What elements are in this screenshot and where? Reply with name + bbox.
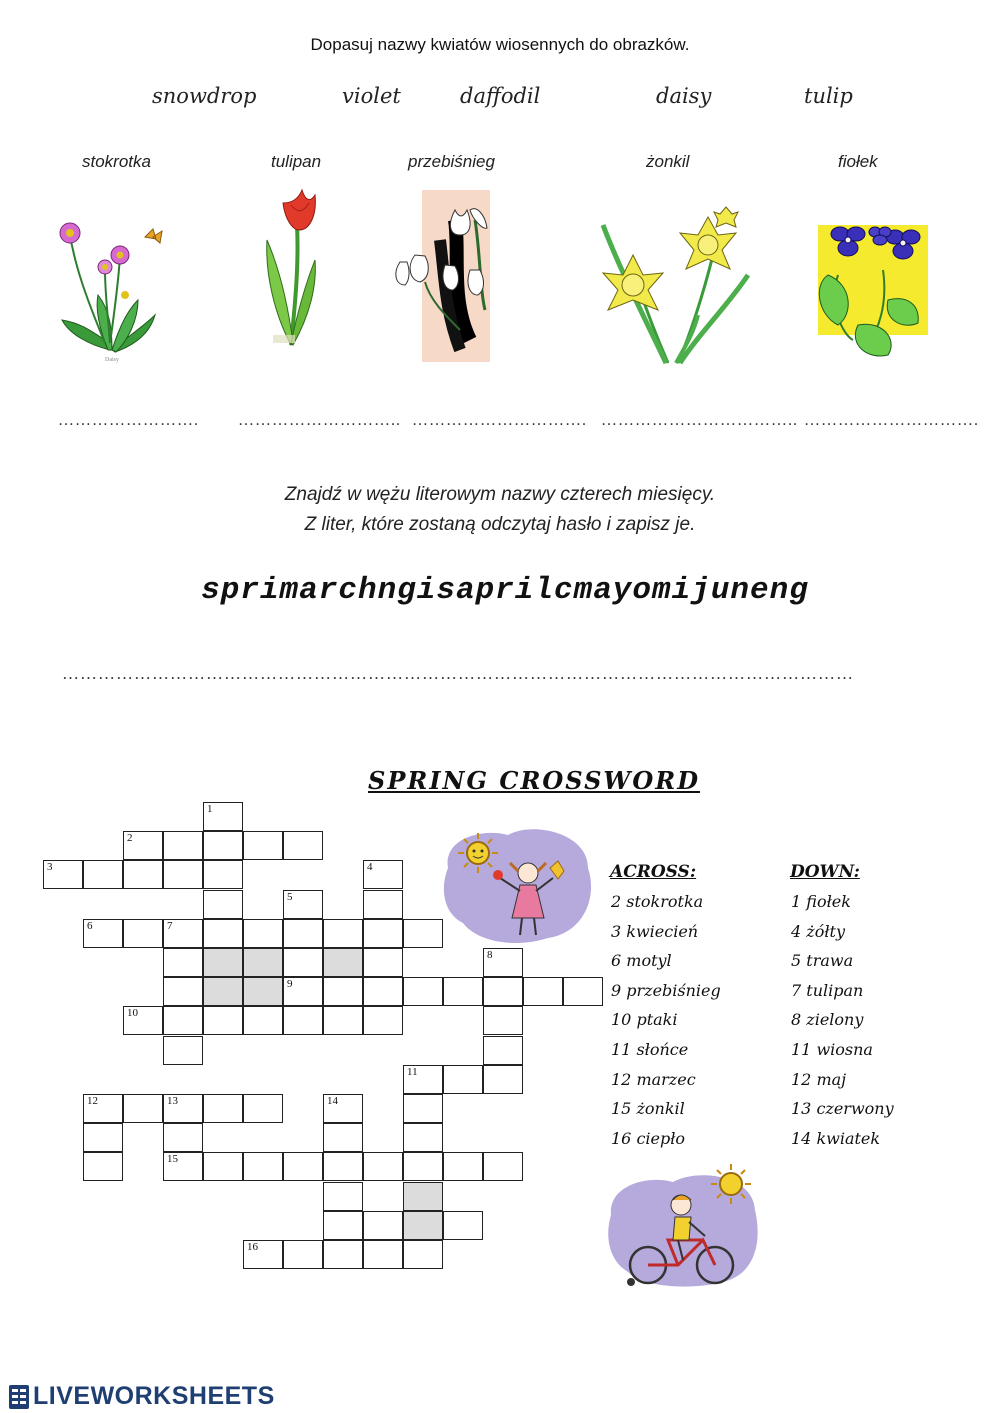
password-answer-line[interactable]: …………………………………………………………………………………………………………………… [62,664,854,683]
crossword-cell[interactable] [243,919,283,948]
crossword-cell[interactable] [563,977,603,1006]
crossword-cell[interactable] [323,919,363,948]
crossword-clue-number: 9 [287,978,293,991]
crossword-cell[interactable] [363,1152,403,1181]
crossword-cell[interactable] [83,1094,123,1123]
crossword-cell[interactable] [163,1123,203,1152]
crossword-clue-number: 14 [327,1095,338,1107]
tulip-illustration [255,185,345,355]
crossword-cell[interactable] [403,977,443,1006]
crossword-cell[interactable] [363,948,403,977]
footer-logo-text: LIVEWORKSHEETS [33,1382,275,1410]
crossword-cell[interactable] [483,1152,523,1181]
word-snowdrop: snowdrop [152,84,257,108]
crossword-cell[interactable] [403,1240,443,1269]
crossword-cell[interactable] [363,1006,403,1035]
crossword-cell[interactable] [203,1006,243,1035]
crossword-shaded-cell [403,1182,443,1211]
daffodil-illustration [598,205,758,365]
word-violet: violet [342,84,401,108]
label-fiolek: fiołek [838,152,878,171]
crossword-clue-number: 7 [167,919,173,932]
crossword-cell[interactable] [163,831,203,860]
crossword-cell[interactable] [243,831,283,860]
instruction-months-2: Z liter, które zostaną odczytaj hasło i zapisz je. [304,514,696,535]
across-clue: 2 stokrotka [611,892,704,911]
crossword-cell[interactable] [363,1211,403,1240]
label-tulipan: tulipan [271,152,322,171]
crossword-clue-number: 11 [407,1065,418,1078]
down-clues [791,887,894,1153]
label-zonkil: żonkil [646,152,690,171]
letter-snake: sprimarchngisaprilcmayomijuneng [201,573,809,608]
down-clue: 1 fiołek [791,892,851,911]
word-daffodil: daffodil [460,84,541,108]
crossword-cell[interactable] [243,1240,283,1269]
crossword-cell[interactable] [323,1182,363,1211]
down-clue: 7 tulipan [791,980,864,1000]
crossword-cell[interactable] [363,1240,403,1269]
crossword-cell[interactable] [83,919,123,948]
crossword-clue-number: 16 [247,1241,258,1253]
crossword-cell[interactable] [163,1094,203,1123]
crossword-clue-number: 2 [127,832,133,845]
crossword-clue-number: 10 [127,1007,138,1020]
crossword-clue-number: 15 [167,1153,178,1166]
crossword-cell[interactable] [163,977,203,1006]
crossword-cell[interactable] [243,1152,283,1181]
crossword-cell[interactable] [243,1006,283,1035]
crossword-cell[interactable] [323,1211,363,1240]
crossword-cell[interactable] [203,831,243,860]
crossword-cell[interactable] [163,948,203,977]
crossword-cell[interactable] [443,1211,483,1240]
crossword-cell[interactable] [123,831,163,860]
across-clue: 16 ciepło [611,1128,686,1148]
across-clue: 11 słońce [611,1039,689,1059]
crossword-cell[interactable] [283,831,323,860]
answer-line-5[interactable]: …………………………. [804,412,979,429]
across-clue: 15 żonkil [611,1099,685,1119]
word-tulip: tulip [804,84,853,108]
crossword-cell[interactable] [363,919,403,948]
crossword-clue-number: 5 [287,890,293,903]
down-clue: 5 trawa [791,951,854,971]
instruction-flowers: Dopasuj nazwy kwiatów wiosennych do obrazków. [310,35,690,54]
crossword-cell[interactable] [283,1152,323,1181]
crossword-cell[interactable] [403,1065,443,1094]
crossword-cell[interactable] [363,890,403,919]
crossword-cell[interactable] [323,977,363,1006]
crossword-shaded-cell [323,948,363,977]
crossword-cell[interactable] [123,1094,163,1123]
crossword-cell[interactable] [483,948,523,977]
girl-sun-illustration [438,823,598,948]
footer-logo[interactable] [8,1382,275,1411]
crossword-cell[interactable] [203,919,243,948]
crossword-shaded-cell [243,977,283,1006]
crossword-shaded-cell [243,948,283,977]
word-daisy: daisy [656,84,712,108]
crossword-cell[interactable] [283,890,323,919]
down-clue: 4 żółty [791,921,845,941]
crossword-cell[interactable] [483,977,523,1006]
svg-text:Daisy: Daisy [105,357,119,363]
crossword-cell[interactable] [163,1006,203,1035]
daisy-illustration [50,215,175,365]
crossword-clue-number: 3 [47,861,53,874]
crossword-cell[interactable] [283,948,323,977]
crossword-cell[interactable] [43,860,83,889]
crossword-cell[interactable] [203,1152,243,1181]
across-clue: 12 marzec [611,1069,696,1089]
snowdrop-illustration [385,190,515,362]
crossword-cell[interactable] [283,977,323,1006]
across-clues [611,887,721,1153]
down-heading: DOWN: [790,862,860,882]
across-clue: 3 kwiecień [611,921,699,941]
crossword-cell[interactable] [163,860,203,889]
crossword-cell[interactable] [323,1123,363,1152]
crossword-cell[interactable] [243,1094,283,1123]
crossword-cell[interactable] [323,1006,363,1035]
crossword-cell[interactable] [483,1036,523,1065]
crossword-cell[interactable] [323,1240,363,1269]
violet-illustration [808,215,933,365]
answer-line-1[interactable]: ……………………. [58,412,199,429]
crossword-shaded-cell [203,977,243,1006]
crossword-cell[interactable] [443,1152,483,1181]
crossword-cell[interactable] [323,1152,363,1181]
answer-line-4[interactable]: …………………………….. [601,412,798,429]
crossword-cell[interactable] [363,860,403,889]
crossword-cell[interactable] [163,1152,203,1181]
crossword-cell[interactable] [163,919,203,948]
down-clue: 14 kwiatek [791,1128,881,1148]
across-clue: 6 motyl [611,951,672,971]
crossword-cell[interactable] [483,1006,523,1035]
crossword-cell[interactable] [283,1240,323,1269]
label-stokrotka: stokrotka [82,152,151,171]
crossword-title: SPRING CROSSWORD [368,766,701,795]
crossword-cell[interactable] [443,1065,483,1094]
down-clue: 12 maj [791,1069,847,1089]
crossword-cell[interactable] [83,860,123,889]
crossword-cell[interactable] [83,1152,123,1181]
down-clue: 13 czerwony [791,1099,894,1119]
crossword-cell[interactable] [123,919,163,948]
crossword-clue-number: 8 [487,949,493,961]
crossword-cell[interactable] [483,1065,523,1094]
crossword-cell[interactable] [203,802,243,831]
crossword-clue-number: 6 [87,919,93,932]
answer-line-2[interactable]: ……………………….. [238,412,401,429]
crossword-clue-number: 1 [207,803,213,815]
liveworksheets-logo-icon [8,1384,30,1410]
crossword-cell[interactable] [523,977,563,1006]
crossword-clue-number: 12 [87,1095,98,1107]
crossword-clue-number: 13 [167,1095,178,1107]
answer-line-3[interactable]: …………………………. [412,412,587,429]
across-clue: 9 przebiśnieg [611,980,721,1000]
crossword-cell[interactable] [323,1094,363,1123]
crossword-cell[interactable] [363,977,403,1006]
crossword-cell[interactable] [283,1006,323,1035]
down-clue: 8 zielony [791,1010,864,1030]
across-heading: ACROSS: [610,862,697,882]
crossword-cell[interactable] [443,977,483,1006]
crossword-cell[interactable] [163,1036,203,1065]
crossword-cell[interactable] [123,1006,163,1035]
crossword-cell[interactable] [123,860,163,889]
crossword-cell[interactable] [403,1123,443,1152]
crossword-shaded-cell [403,1211,443,1240]
instruction-months-1: Znajdź w wężu literowym nazwy czterech miesięcy. [284,484,716,505]
crossword-cell[interactable] [203,890,243,919]
crossword-cell[interactable] [203,860,243,889]
down-clue: 11 wiosna [791,1039,873,1059]
crossword-cell[interactable] [403,919,443,948]
across-clue: 10 ptaki [611,1010,678,1030]
crossword-cell[interactable] [283,919,323,948]
crossword-cell[interactable] [203,1094,243,1123]
crossword-cell[interactable] [403,1152,443,1181]
crossword-cell[interactable] [83,1123,123,1152]
crossword-clue-number: 4 [367,861,373,874]
crossword-cell[interactable] [403,1094,443,1123]
label-przebisnieg: przebiśnieg [408,152,495,171]
boy-bike-illustration [603,1160,768,1295]
crossword-shaded-cell [203,948,243,977]
